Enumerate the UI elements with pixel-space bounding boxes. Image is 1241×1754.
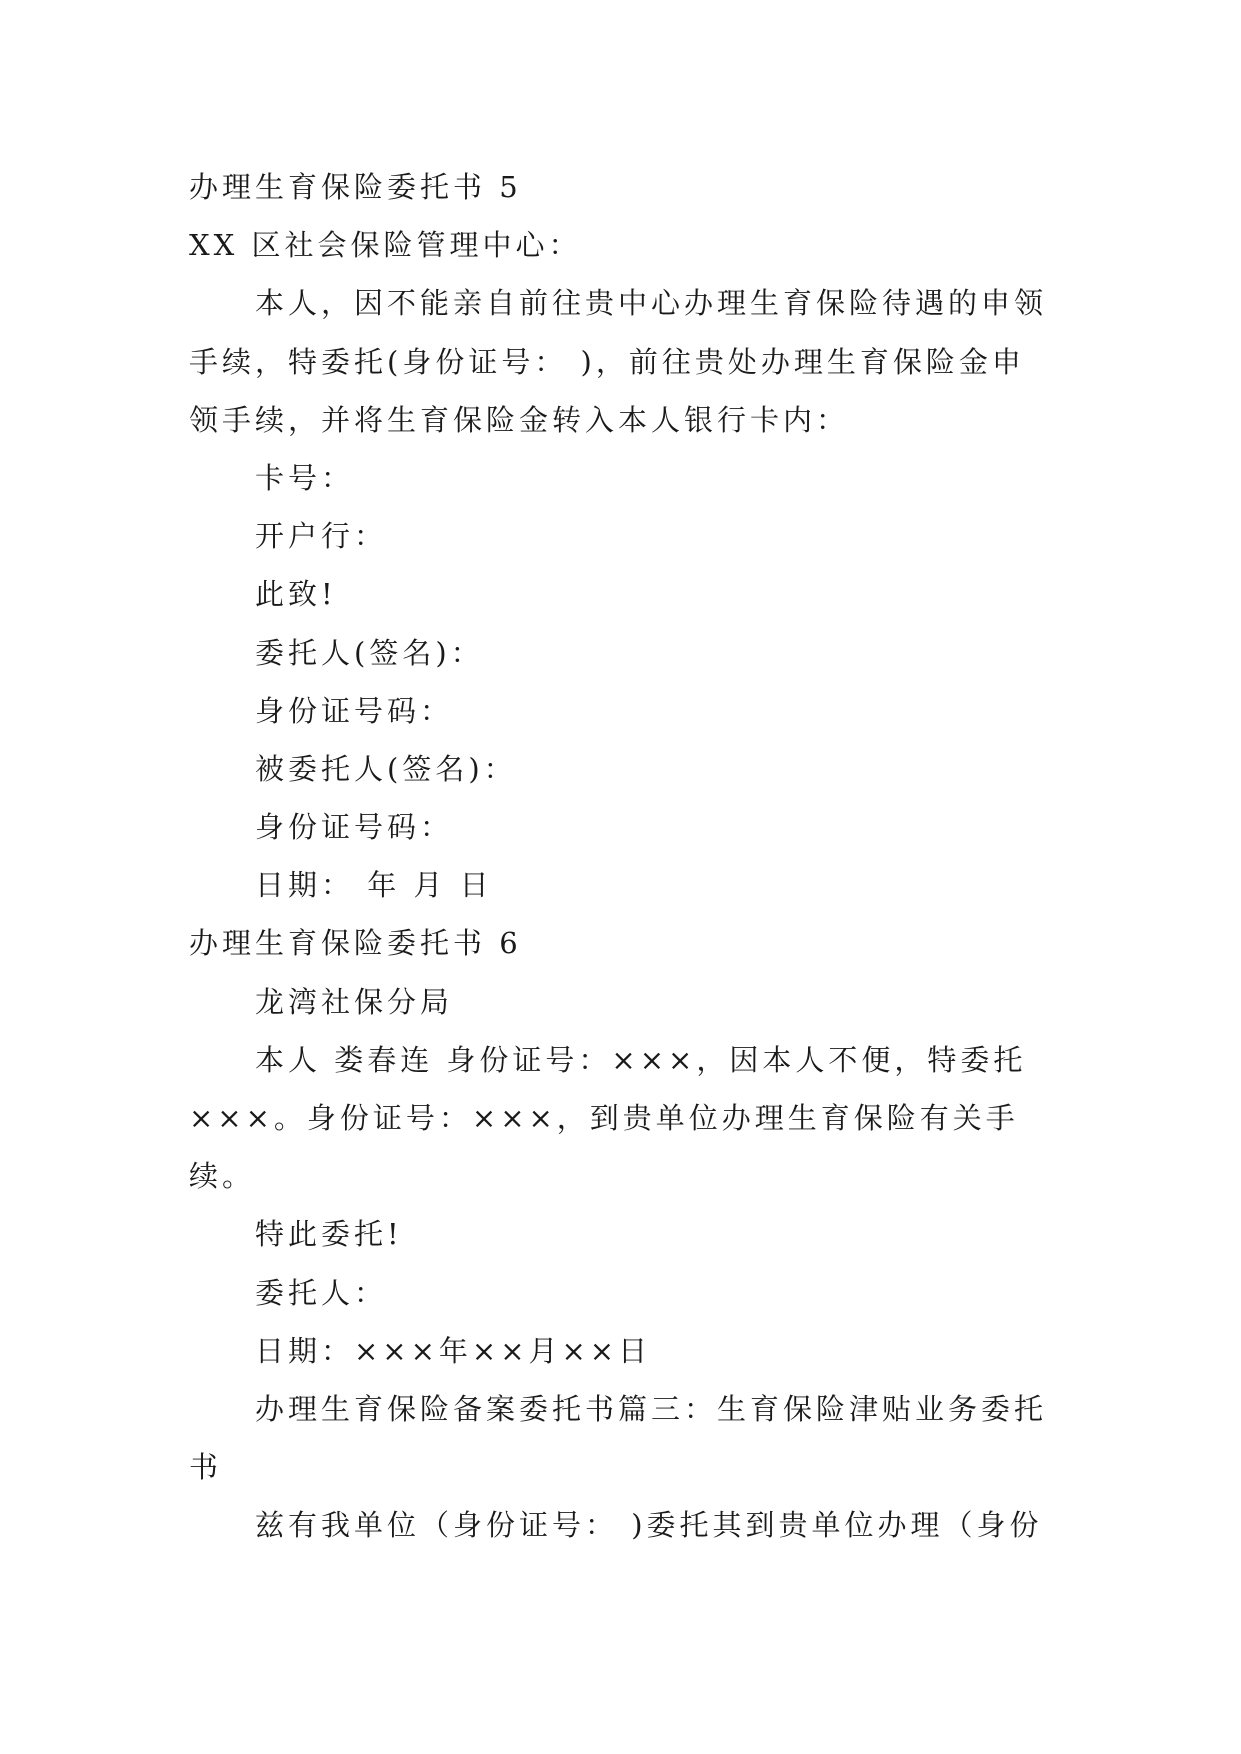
paragraph-line: 办理生育保险备案委托书篇三：生育保险津贴业务委托 [255, 1391, 1048, 1426]
bank-label: 开户行： [255, 519, 388, 554]
principal-label: 委托人： [255, 1275, 388, 1310]
paragraph-line: ×××。身份证号：×××，到贵单位办理生育保险有关手 [189, 1101, 1019, 1135]
card-number-label: 卡号： [255, 460, 355, 495]
section-heading-5: 办理生育保险委托书 5 [189, 170, 522, 204]
addressee: 龙湾社保分局 [255, 984, 454, 1019]
principal-signature-label: 委托人(签名)： [255, 635, 484, 670]
principal-id-label: 身份证号码： [255, 693, 454, 728]
addressee: XX 区社会保险管理中心： [189, 228, 582, 263]
paragraph-line: 手续，特委托(身份证号： )，前往贵处办理生育保险金申 [189, 344, 1025, 379]
agent-id-label: 身份证号码： [255, 810, 454, 845]
date-label: 日期：×××年××月××日 [255, 1333, 652, 1368]
section-heading-6: 办理生育保险委托书 6 [189, 926, 522, 961]
closing-line: 特此委托! [255, 1217, 403, 1252]
paragraph-line: 书 [189, 1450, 223, 1485]
agent-signature-label: 被委托人(签名)： [255, 751, 517, 786]
paragraph-line: 本人，因不能亲自前往贵中心办理生育保险待遇的申领 [255, 286, 1048, 321]
paragraph-line: 续。 [189, 1159, 256, 1194]
date-label: 日期： 年 月 日 [255, 868, 493, 903]
paragraph-line: 领手续，并将生育保险金转入本人银行卡内： [189, 402, 850, 437]
paragraph-line: 兹有我单位（身份证号： )委托其到贵单位办理（身份 [255, 1508, 1043, 1543]
document-body [189, 158, 1059, 1555]
closing-line: 此致! [255, 577, 337, 612]
paragraph-line: 本人 娄春连 身份证号：×××，因本人不便，特委托 [255, 1042, 1027, 1077]
